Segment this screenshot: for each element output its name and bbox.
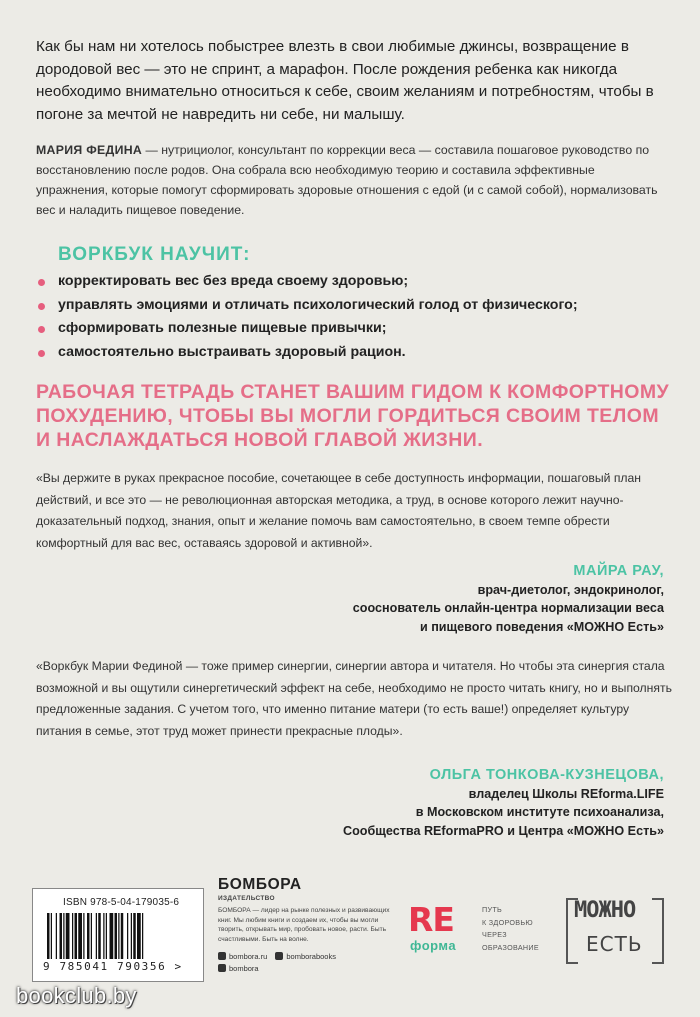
reviewer-title: сооснователь онлайн-центра нормализации веса [352,601,664,615]
reforma-word: форма [410,938,457,953]
publisher-description: БОМБОРА — лидер на рынке полезных и развивающих книг. Мы любим книги и создаем их, чтобы вы могли творить, открывать мир, пробовать новое, расти. Быть счастливыми. Быть на волне. [218,907,390,943]
publisher-logo: БОМБОРА [218,876,302,893]
vk-icon [218,952,226,960]
social-link[interactable]: bombora [218,962,259,974]
reviewer-name: ОЛЬГА ТОНКОВА-КУЗНЕЦОВА, [429,767,664,783]
reviewer-title: владелец Школы REforma.LIFE [468,786,664,801]
barcode-icon [43,913,193,959]
testimonial-quote: «Воркбук Марии Фединой — тоже пример синергии, синергии автора и читателя. Но чтобы эта синергия стала возможной и вы ощутили синергетический эффект на себе, необходимо не просто читать книгу, но и выполнять предложенные задания. С учетом того, что именно питание матери (то есть ваше!) определяет культуру питания в семье, этот труд может принести прекрасные плоды». [36,659,672,738]
site-watermark: bookclub.by [16,983,137,1008]
learn-list [36,270,676,364]
intro-paragraph: Как бы нам ни хотелось побыстрее влезть в свои любимые джинсы, возвращение в дородовой вес — это не спринт, а марафон. После рождения ребенка как никогда необходимо внимательно относиться к себе, своим желаниям и потребностям, чтобы в погоне за мечтой не навредить ни себе, ни малышу. [36,38,654,123]
reforma-logo [408,902,548,962]
list-item: управлять эмоциями и отличать психологический голод от физического; [36,294,676,318]
reforma-tagline: ПУТЬ К ЗДОРОВЬЮ ЧЕРЕЗ ОБРАЗОВАНИЕ [482,905,539,952]
reviewer-title: и пищевого поведения «МОЖНО Есть» [419,619,664,634]
instagram-icon [275,952,283,960]
author-bio [36,140,666,220]
reviewer-title: Сообщества REformaPRO и Центра «МОЖНО Есть» [342,823,664,838]
bullet-dot-icon [38,303,45,310]
testimonial-attribution [353,562,664,636]
testimonial-quote: «Вы держите в руках прекрасное пособие, сочетающее в себе доступность информации, пошаговый план действий, и все это — не революционная авторская методика, а труд, в основе которого лежит научно-доказательный подход, знания, опыт и желание помочь вам самостоятельно, в своем темпе обрести комфортный для вас вес, оставаясь здоровой и активной». [36,471,642,550]
bullet-dot-icon [38,279,45,286]
list-item: корректировать вес без вреда своему здоровью; [36,270,676,294]
reforma-re-mark: RE [408,900,454,939]
author-bio-text: — нутрициолог, консультант по коррекции веса — составила пошаговое руководство по восстановлению после родов. Она собрала всю необходимую теорию и составила эффективные упражнения, которые помогут сформировать здоровые отношения с едой (и с самой собой), нормализовать вес и наладить пищевое поведение. [36,143,658,217]
bullet-dot-icon [38,350,45,357]
learn-heading: ВОРКБУК НАУЧИТ: [58,244,251,265]
telegram-icon [218,964,226,972]
social-link[interactable]: bombora.ru [218,950,267,962]
author-name: МАРИЯ ФЕДИНА [36,143,143,157]
promise-statement: РАБОЧАЯ ТЕТРАДЬ СТАНЕТ ВАШИМ ГИДОМ К КОМФОРТНОМУ ПОХУДЕНИЮ, ЧТОБЫ ВЫ МОГЛИ ГОРДИТЬСЯ СВОИМ ТЕЛОМ И НАСЛАЖДАТЬСЯ НОВОЙ ГЛАВОЙ ЖИЗНИ. [36,381,669,451]
barcode-panel [32,888,204,982]
reviewer-title: врач-диетолог, эндокринолог, [477,582,664,597]
list-item: самостоятельно выстраивать здоровый рацион. [36,341,676,365]
isbn-text: ISBN 978-5-04-179035-6 [63,897,180,908]
list-item: сформировать полезные пищевые привычки; [36,317,676,341]
publisher-block [218,876,393,974]
est-word: ЕСТЬ [586,932,643,956]
bracket-right-icon [652,898,664,964]
reviewer-title: в Московском институте психоанализа, [415,805,664,819]
social-link[interactable]: bomborabooks [275,950,336,962]
testimonial-attribution [343,766,664,840]
mozhno-est-logo [566,896,664,962]
reviewer-name: МАЙРА РАУ, [573,563,664,579]
bullet-dot-icon [38,326,45,333]
publisher-social [218,950,393,974]
barcode-digits: 9 785041 790356 > [43,960,183,973]
publisher-subtitle: ИЗДАТЕЛЬСТВО [218,895,275,902]
mozhno-word: МОЖНО [574,898,636,923]
